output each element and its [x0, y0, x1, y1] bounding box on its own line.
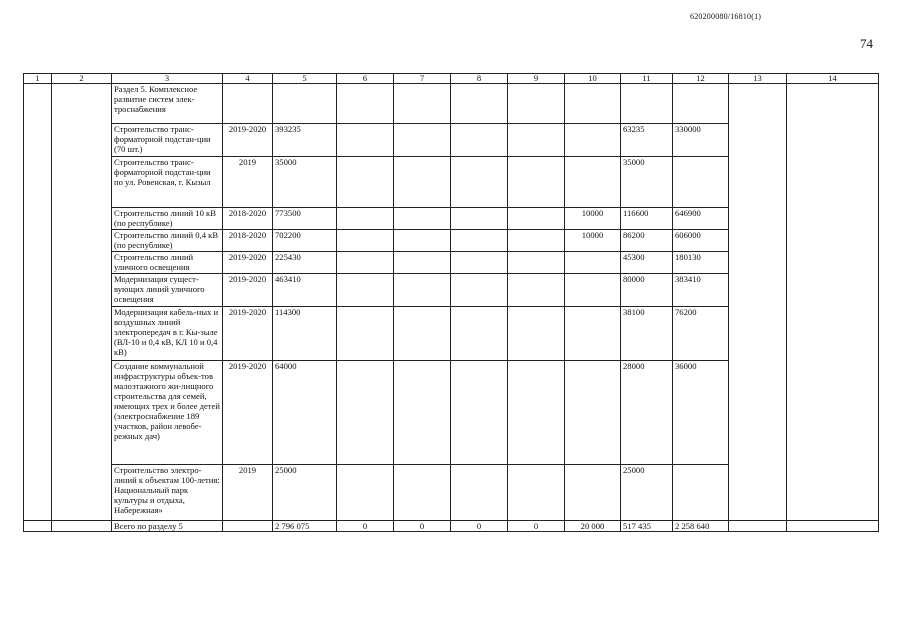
column-10-cell	[565, 84, 621, 124]
column-14-cell	[787, 521, 879, 532]
column-8-cell	[451, 307, 508, 361]
header-cell: 8	[451, 74, 508, 84]
column-11-cell: 28000	[621, 361, 673, 465]
column-6-cell	[337, 230, 394, 252]
column-12-cell: 646900	[673, 208, 729, 230]
column-10-cell	[565, 274, 621, 307]
row-total-cost-cell: 773500	[273, 208, 337, 230]
column-8-cell	[451, 361, 508, 465]
column-12-cell	[673, 84, 729, 124]
column-12-cell: 330000	[673, 124, 729, 157]
column-12-cell: 36000	[673, 361, 729, 465]
row-name-cell: Строительство линий 0,4 кВ (по республике)	[112, 230, 223, 252]
row-name-cell: Модернизация кабель-ных и воздушных линий электропередач в г. Кы-зыле (ВЛ-10 и 0,4 кВ, КЛ 10 и 0,4 кВ)	[112, 307, 223, 361]
header-cell: 12	[673, 74, 729, 84]
row-years-cell: 2019	[223, 465, 273, 521]
column-1-cell	[24, 84, 52, 521]
total-column-6: 0	[337, 521, 394, 532]
header-cell: 11	[621, 74, 673, 84]
column-2-cell	[52, 84, 112, 521]
column-6-cell	[337, 361, 394, 465]
column-4-cell	[223, 521, 273, 532]
column-2-cell	[52, 521, 112, 532]
header-cell: 3	[112, 74, 223, 84]
row-total-cost-cell: 64000	[273, 361, 337, 465]
row-years-cell: 2019-2020	[223, 274, 273, 307]
column-13-cell	[729, 521, 787, 532]
column-11-cell: 86200	[621, 230, 673, 252]
column-12-cell: 76200	[673, 307, 729, 361]
row-total-cost-cell: 225430	[273, 252, 337, 274]
column-8-cell	[451, 208, 508, 230]
column-11-cell: 35000	[621, 157, 673, 208]
column-6-cell	[337, 274, 394, 307]
column-9-cell	[508, 465, 565, 521]
budget-table	[23, 73, 879, 532]
column-14-cell	[787, 84, 879, 521]
row-name-cell: Строительство транс-форматорной подстан-ции (70 шт.)	[112, 124, 223, 157]
column-6-cell	[337, 124, 394, 157]
total-label: Всего по разделу 5	[112, 521, 223, 532]
column-10-cell: 10000	[565, 230, 621, 252]
row-total-cost-cell: 114300	[273, 307, 337, 361]
total-column-7: 0	[394, 521, 451, 532]
header-cell: 9	[508, 74, 565, 84]
column-7-cell	[394, 307, 451, 361]
column-9-cell	[508, 361, 565, 465]
total-column-10: 20 000	[565, 521, 621, 532]
column-11-cell: 116600	[621, 208, 673, 230]
column-11-cell: 45300	[621, 252, 673, 274]
row-years-cell	[223, 84, 273, 124]
column-12-cell	[673, 465, 729, 521]
row-name-cell: Раздел 5. Комплексное развитие систем элек-троснабжения	[112, 84, 223, 124]
row-years-cell: 2019-2020	[223, 361, 273, 465]
column-12-cell: 383410	[673, 274, 729, 307]
column-12-cell: 606000	[673, 230, 729, 252]
column-12-cell: 180130	[673, 252, 729, 274]
row-name-cell: Строительство линий уличного освещения	[112, 252, 223, 274]
row-years-cell: 2019-2020	[223, 252, 273, 274]
column-7-cell	[394, 465, 451, 521]
column-10-cell	[565, 361, 621, 465]
column-7-cell	[394, 252, 451, 274]
column-10-cell	[565, 157, 621, 208]
header-cell: 13	[729, 74, 787, 84]
total-row	[24, 521, 879, 532]
header-cell: 14	[787, 74, 879, 84]
column-8-cell	[451, 84, 508, 124]
column-6-cell	[337, 307, 394, 361]
column-10-cell	[565, 124, 621, 157]
row-total-cost-cell	[273, 84, 337, 124]
column-9-cell	[508, 84, 565, 124]
header-cell: 4	[223, 74, 273, 84]
total-column-9: 0	[508, 521, 565, 532]
row-years-cell: 2018-2020	[223, 208, 273, 230]
column-7-cell	[394, 274, 451, 307]
column-8-cell	[451, 157, 508, 208]
column-9-cell	[508, 252, 565, 274]
header-cell: 10	[565, 74, 621, 84]
column-11-cell	[621, 84, 673, 124]
column-9-cell	[508, 157, 565, 208]
column-10-cell: 10000	[565, 208, 621, 230]
column-9-cell	[508, 208, 565, 230]
column-8-cell	[451, 465, 508, 521]
row-total-cost-cell: 393235	[273, 124, 337, 157]
column-9-cell	[508, 307, 565, 361]
column-11-cell: 38100	[621, 307, 673, 361]
column-6-cell	[337, 465, 394, 521]
table-row	[24, 84, 879, 124]
column-6-cell	[337, 157, 394, 208]
header-cell: 7	[394, 74, 451, 84]
row-years-cell: 2019	[223, 157, 273, 208]
total-column-5: 2 796 075	[273, 521, 337, 532]
column-10-cell	[565, 307, 621, 361]
column-8-cell	[451, 252, 508, 274]
column-9-cell	[508, 274, 565, 307]
page-number: 74	[860, 36, 873, 51]
total-column-11: 517 435	[621, 521, 673, 532]
column-6-cell	[337, 208, 394, 230]
column-11-cell: 63235	[621, 124, 673, 157]
column-7-cell	[394, 230, 451, 252]
row-name-cell: Строительство линий 10 кВ (по республике)	[112, 208, 223, 230]
row-total-cost-cell: 702200	[273, 230, 337, 252]
total-column-8: 0	[451, 521, 508, 532]
row-name-cell: Строительство электро-линий к объектам 100-летия: Национальный парк культуры и отдыха, Набережная»	[112, 465, 223, 521]
column-11-cell: 80000	[621, 274, 673, 307]
column-11-cell: 25000	[621, 465, 673, 521]
column-7-cell	[394, 208, 451, 230]
row-years-cell: 2019-2020	[223, 124, 273, 157]
row-total-cost-cell: 463410	[273, 274, 337, 307]
column-7-cell	[394, 84, 451, 124]
row-total-cost-cell: 25000	[273, 465, 337, 521]
column-1-cell	[24, 521, 52, 532]
column-7-cell	[394, 157, 451, 208]
column-10-cell	[565, 465, 621, 521]
row-name-cell: Строительство транс-форматорной подстан-ции по ул. Ровенская, г. Кызыл	[112, 157, 223, 208]
column-12-cell	[673, 157, 729, 208]
column-8-cell	[451, 274, 508, 307]
row-years-cell: 2019-2020	[223, 307, 273, 361]
column-9-cell	[508, 124, 565, 157]
column-7-cell	[394, 124, 451, 157]
document-id: 620200080/16810(1)	[690, 12, 762, 21]
column-8-cell	[451, 124, 508, 157]
header-cell: 1	[24, 74, 52, 84]
column-8-cell	[451, 230, 508, 252]
column-7-cell	[394, 361, 451, 465]
header-cell: 6	[337, 74, 394, 84]
column-6-cell	[337, 252, 394, 274]
column-9-cell	[508, 230, 565, 252]
table-header-row	[24, 74, 879, 84]
header-cell: 2	[52, 74, 112, 84]
column-6-cell	[337, 84, 394, 124]
row-years-cell: 2018-2020	[223, 230, 273, 252]
row-total-cost-cell: 35000	[273, 157, 337, 208]
header-cell: 5	[273, 74, 337, 84]
column-10-cell	[565, 252, 621, 274]
total-column-12: 2 258 640	[673, 521, 729, 532]
row-name-cell: Создание коммунальной инфраструктуры объек-тов малоэтажного жи-лищного строительства для семей, имеющих трех и более детей (электроснабжение 189 участков, район левобе-режных дач)	[112, 361, 223, 465]
row-name-cell: Модернизация сущест-вующих линий уличного освещения	[112, 274, 223, 307]
column-13-cell	[729, 84, 787, 521]
